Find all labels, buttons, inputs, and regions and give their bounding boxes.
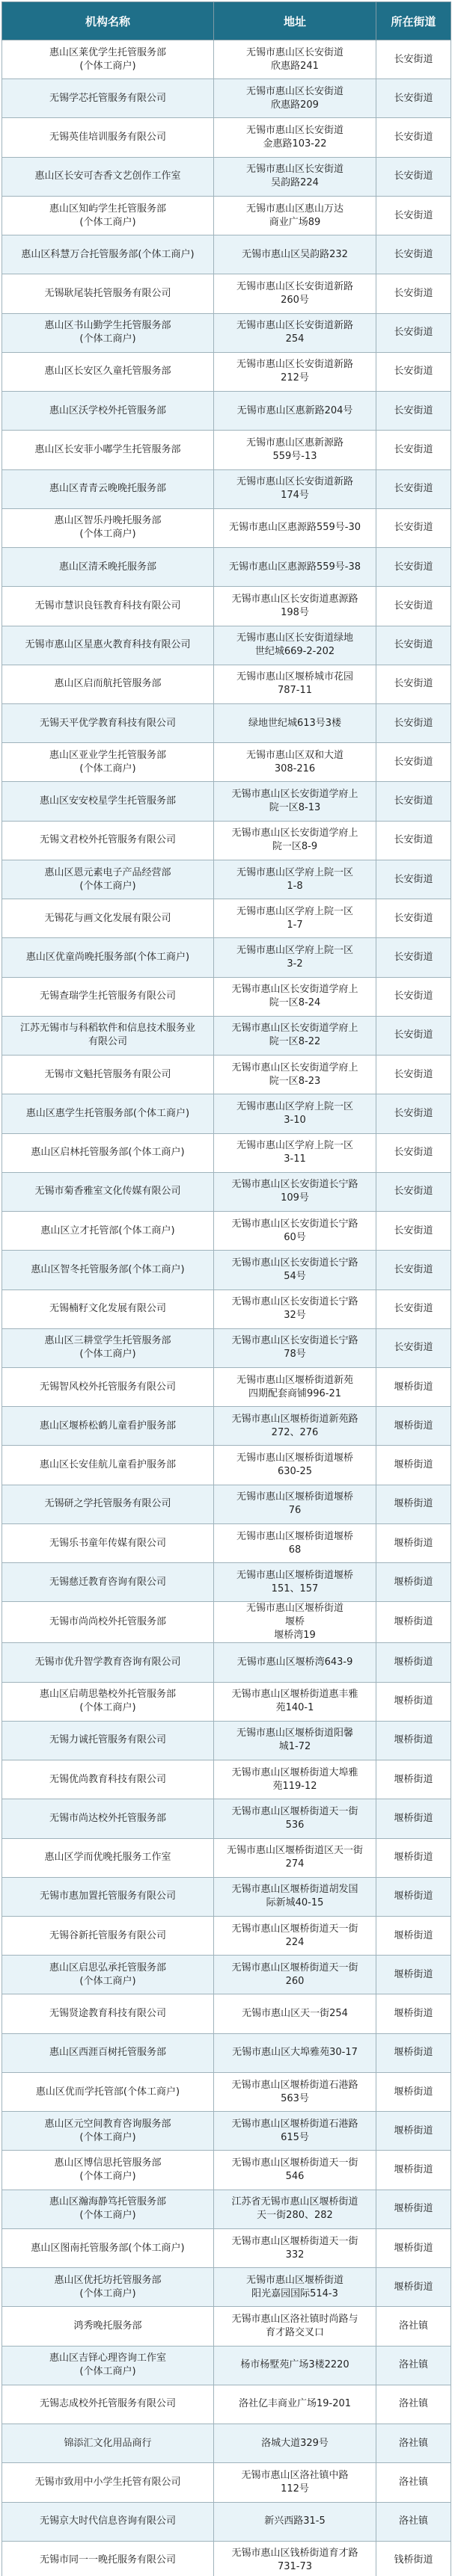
cell-name: 无锡市惠加置托管服务有限公司 (2, 1877, 214, 1916)
table-row (2, 1172, 451, 1211)
table-row (2, 2346, 451, 2385)
table-row (2, 1917, 451, 1956)
cell-street: 堰桥街道 (376, 1682, 451, 1721)
cell-name: 无锡研之学托管服务有限公司 (2, 1485, 214, 1523)
cell-street: 堰桥街道 (376, 2072, 451, 2111)
cell-street: 洛社镇 (376, 2424, 451, 2463)
cell-name: 无锡智风校外托管服务有限公司 (2, 1367, 214, 1406)
cell-street: 堰桥街道 (376, 1956, 451, 1994)
cell-name: 无锡谷新托管服务有限公司 (2, 1917, 214, 1956)
cell-address: 无锡市惠山区长安街道 吴韵路224 (214, 157, 376, 196)
cell-name: 鸿秀晚托服务部 (2, 2307, 214, 2346)
table-row (2, 1446, 451, 1485)
cell-address: 无锡市惠山区吴韵路232 (214, 235, 376, 274)
cell-street: 长安街道 (376, 469, 451, 508)
header-address: 地址 (214, 2, 376, 40)
cell-address: 无锡市惠山区堰桥街道 堰桥 堰桥湾19 (214, 1602, 376, 1643)
cell-name: 惠山区科慧万合托管服务部(个体工商户) (2, 235, 214, 274)
cell-name: 惠山区堰桥松鹤儿童看护服务部 (2, 1407, 214, 1446)
cell-street: 长安街道 (376, 313, 451, 352)
cell-street: 堰桥街道 (376, 1799, 451, 1838)
cell-name: 惠山区优童尚晚托服务部(个体工商户) (2, 938, 214, 977)
table-row (2, 157, 451, 196)
cell-name: 无锡市同一一晚托服务有限公司 (2, 2541, 214, 2576)
cell-street: 长安街道 (376, 1212, 451, 1251)
table-row (2, 977, 451, 1016)
table-row (2, 2541, 451, 2576)
table-row (2, 1523, 451, 1562)
table-row (2, 1485, 451, 1523)
cell-address: 无锡市惠山区惠新源路 559号-13 (214, 431, 376, 469)
cell-street: 堰桥街道 (376, 1877, 451, 1916)
cell-name: 惠山区长安菲小嘟学生托管服务部 (2, 431, 214, 469)
cell-address: 无锡市惠山区洛社镇时尚路与 育才路交叉口 (214, 2307, 376, 2346)
cell-name: 无锡楠籽文化发展有限公司 (2, 1289, 214, 1328)
cell-name: 无锡市菊香雅室文化传媒有限公司 (2, 1172, 214, 1211)
cell-street: 堰桥街道 (376, 1563, 451, 1602)
cell-name: 惠山区优而学托管部(个体工商户) (2, 2072, 214, 2111)
cell-address: 无锡市惠山区堰桥街道天一街 260 (214, 1956, 376, 1994)
table-row (2, 626, 451, 665)
table-row (2, 860, 451, 899)
cell-address: 无锡市惠山区长安街道 欣惠路209 (214, 79, 376, 118)
cell-name: 无锡花与画文化发展有限公司 (2, 899, 214, 938)
cell-name: 惠山区长安区久童托管服务部 (2, 352, 214, 391)
cell-name: 惠山区智乐丹晚托服务部 (个体工商户) (2, 508, 214, 547)
cell-name: 惠山区亚业学生托管服务部 (个体工商户) (2, 743, 214, 782)
cell-address: 无锡市惠山区长安街道新路 254 (214, 313, 376, 352)
cell-name: 无锡乐书童年传媒有限公司 (2, 1523, 214, 1562)
cell-address: 无锡市惠山区长安街道 金惠路103-22 (214, 118, 376, 157)
cell-address: 无锡市惠山区堰桥街道堰桥 151、157 (214, 1563, 376, 1602)
table-row (2, 2385, 451, 2424)
cell-address: 无锡市惠山区堰桥街道 阳光嘉园国际514-3 (214, 2268, 376, 2307)
cell-street: 长安街道 (376, 1016, 451, 1055)
cell-name: 惠山区元空间教育咨询服务部 (个体工商户) (2, 2112, 214, 2151)
cell-street: 长安街道 (376, 392, 451, 431)
table-row (2, 2190, 451, 2228)
table-row (2, 508, 451, 547)
cell-address: 无锡市惠山区堰桥街道区天一街 274 (214, 1838, 376, 1877)
cell-name: 无锡市优升智学教育咨询有限公司 (2, 1643, 214, 1682)
cell-address: 无锡市惠山区堰桥湾643-9 (214, 1643, 376, 1682)
cell-name: 惠山区图南托管服务部(个体工商户) (2, 2228, 214, 2267)
table-row (2, 2424, 451, 2463)
cell-address: 无锡市惠山区惠新路204号 (214, 392, 376, 431)
cell-address: 无锡市惠山区堰桥街道天一街 546 (214, 2151, 376, 2190)
cell-address: 无锡市惠山区大埠雅苑30-17 (214, 2033, 376, 2072)
table-row (2, 431, 451, 469)
cell-street: 长安街道 (376, 665, 451, 703)
cell-name: 惠山区立才托管部(个体工商户) (2, 1212, 214, 1251)
cell-address: 无锡市惠山区学府上院一区 1-8 (214, 860, 376, 899)
table-row (2, 235, 451, 274)
cell-street: 堰桥街道 (376, 1523, 451, 1562)
cell-name: 惠山区恩元素电子产品经营部 (个体工商户) (2, 860, 214, 899)
cell-street: 长安街道 (376, 508, 451, 547)
cell-street: 长安街道 (376, 1094, 451, 1133)
cell-name: 惠山区智冬托管服务部(个体工商户) (2, 1251, 214, 1289)
cell-street: 堰桥街道 (376, 2151, 451, 2190)
cell-address: 无锡市惠山区长安街道学府上 院一区8-9 (214, 821, 376, 860)
cell-name: 惠山区三耕堂学生托管服务部 (个体工商户) (2, 1328, 214, 1367)
table-row (2, 1602, 451, 1643)
cell-street: 长安街道 (376, 782, 451, 821)
table-row (2, 274, 451, 313)
cell-address: 无锡市惠山区惠山万达 商业广场89 (214, 196, 376, 235)
table-row (2, 1994, 451, 2033)
cell-address: 无锡市惠山区长安街道学府上 院一区8-22 (214, 1016, 376, 1055)
cell-street: 钱桥街道 (376, 2541, 451, 2576)
cell-name: 无锡市致用中小学生托管有限公司 (2, 2463, 214, 2502)
cell-name: 无锡贤途教育科技有限公司 (2, 1994, 214, 2033)
cell-street: 长安街道 (376, 899, 451, 938)
cell-address: 无锡市惠山区长安街道长宁路 32号 (214, 1289, 376, 1328)
cell-street: 长安街道 (376, 274, 451, 313)
cell-address: 无锡市惠山区堰桥街道天一街 536 (214, 1799, 376, 1838)
cell-name: 无锡英佳培训服务有限公司 (2, 118, 214, 157)
cell-name: 无锡志成校外托管服务有限公司 (2, 2385, 214, 2424)
cell-name: 惠山区启萌思塾校外托管服务部 (个体工商户) (2, 1682, 214, 1721)
cell-name: 无锡查瑞学生托管服务有限公司 (2, 977, 214, 1016)
table-row (2, 665, 451, 703)
table-row (2, 1799, 451, 1838)
cell-street: 堰桥街道 (376, 2190, 451, 2228)
cell-street: 长安街道 (376, 431, 451, 469)
table-row (2, 2033, 451, 2072)
cell-name: 惠山区惠学生托管服务部(个体工商户) (2, 1094, 214, 1133)
cell-address: 无锡市惠山区堰桥街道胡发国 际新城40-15 (214, 1877, 376, 1916)
cell-street: 长安街道 (376, 352, 451, 391)
table-row (2, 1328, 451, 1367)
cell-name: 惠山区书山勤学生托管服务部 (个体工商户) (2, 313, 214, 352)
table-row (2, 1251, 451, 1289)
table-row (2, 782, 451, 821)
cell-street: 长安街道 (376, 1251, 451, 1289)
cell-address: 无锡市惠山区长安街道新路 212号 (214, 352, 376, 391)
cell-address: 无锡市惠山区堰桥街道新苑路 272、276 (214, 1407, 376, 1446)
cell-street: 堰桥街道 (376, 1485, 451, 1523)
cell-address: 无锡市惠山区学府上院一区 3-11 (214, 1133, 376, 1172)
cell-name: 惠山区吉铎心理咨询工作室 (个体工商户) (2, 2346, 214, 2385)
cell-street: 长安街道 (376, 626, 451, 665)
cell-street: 长安街道 (376, 1289, 451, 1328)
header-street: 所在街道 (376, 2, 451, 40)
institution-table (1, 1, 451, 2576)
cell-street: 堰桥街道 (376, 1602, 451, 1643)
cell-address: 无锡市惠山区学府上院一区 3-10 (214, 1094, 376, 1133)
cell-address: 无锡市惠山区长安街道长宁路 54号 (214, 1251, 376, 1289)
table-row (2, 2112, 451, 2151)
cell-name: 无锡京大时代信息咨询有限公司 (2, 2502, 214, 2541)
cell-name: 无锡市尚达校外托管服务部 (2, 1799, 214, 1838)
table-row (2, 1682, 451, 1721)
cell-address: 无锡市惠山区堰桥街道堰桥 68 (214, 1523, 376, 1562)
cell-street: 长安街道 (376, 548, 451, 587)
cell-address: 无锡市惠山区惠源路559号-30 (214, 508, 376, 547)
table-row (2, 703, 451, 742)
cell-address: 无锡市惠山区钱桥街道育才路 731-73 (214, 2541, 376, 2576)
cell-street: 堰桥街道 (376, 1917, 451, 1956)
cell-street: 堰桥街道 (376, 1760, 451, 1799)
table-row (2, 313, 451, 352)
cell-address: 无锡市惠山区堰桥街道天一街 332 (214, 2228, 376, 2267)
cell-street: 长安街道 (376, 587, 451, 626)
cell-street: 长安街道 (376, 1328, 451, 1367)
cell-street: 堰桥街道 (376, 1367, 451, 1406)
cell-name: 无锡慈迁教育咨询有限公司 (2, 1563, 214, 1602)
table-row (2, 1289, 451, 1328)
table-row (2, 821, 451, 860)
cell-street: 堰桥街道 (376, 2112, 451, 2151)
cell-address: 无锡市惠山区长安街道学府上 院一区8-24 (214, 977, 376, 1016)
cell-street: 洛社镇 (376, 2346, 451, 2385)
cell-street: 长安街道 (376, 743, 451, 782)
table-row (2, 1407, 451, 1446)
cell-street: 洛社镇 (376, 2385, 451, 2424)
table-row (2, 352, 451, 391)
cell-address: 无锡市惠山区堰桥街道石港路 615号 (214, 2112, 376, 2151)
cell-street: 长安街道 (376, 79, 451, 118)
table-row (2, 392, 451, 431)
table-row (2, 1212, 451, 1251)
cell-name: 惠山区长安佳航儿童看护服务部 (2, 1446, 214, 1485)
cell-street: 堰桥街道 (376, 1721, 451, 1760)
cell-street: 长安街道 (376, 40, 451, 79)
cell-street: 长安街道 (376, 1133, 451, 1172)
cell-name: 惠山区启思弘承托管服务部 (个体工商户) (2, 1956, 214, 1994)
cell-address: 洛城大道329号 (214, 2424, 376, 2463)
cell-street: 堰桥街道 (376, 2033, 451, 2072)
cell-address: 绿地世纪城613号3楼 (214, 703, 376, 742)
table-row (2, 2228, 451, 2267)
cell-street: 堰桥街道 (376, 1407, 451, 1446)
cell-name: 惠山区沃学校外托管服务部 (2, 392, 214, 431)
cell-address: 无锡市惠山区长安街道绿地 世纪城669-2-202 (214, 626, 376, 665)
cell-name: 无锡市惠山区星惠火教育科技有限公司 (2, 626, 214, 665)
cell-address: 无锡市惠山区洛社镇中路 112号 (214, 2463, 376, 2502)
cell-street: 洛社镇 (376, 2502, 451, 2541)
table-row (2, 1056, 451, 1094)
cell-name: 江苏无锡市与科稻软件和信息技术服务业 有限公司 (2, 1016, 214, 1055)
cell-name: 锦添汇文化用品商行 (2, 2424, 214, 2463)
cell-name: 惠山区瀚海静笃托管服务部 (个体工商户) (2, 2190, 214, 2228)
cell-name: 惠山区博信思托管服务部 (个体工商户) (2, 2151, 214, 2190)
cell-address: 无锡市惠山区堰桥街道堰桥 76 (214, 1485, 376, 1523)
cell-name: 无锡文君校外托管服务有限公司 (2, 821, 214, 860)
table-row (2, 1563, 451, 1602)
cell-street: 长安街道 (376, 118, 451, 157)
table-row (2, 899, 451, 938)
cell-name: 无锡学芯托管服务有限公司 (2, 79, 214, 118)
cell-street: 堰桥街道 (376, 2268, 451, 2307)
table-header-row (2, 2, 451, 40)
cell-street: 长安街道 (376, 157, 451, 196)
table-row (2, 1721, 451, 1760)
cell-name: 无锡市尚尚校外托管服务部 (2, 1602, 214, 1643)
cell-name: 惠山区优托坊托管服务部 (个体工商户) (2, 2268, 214, 2307)
cell-address: 无锡市惠山区长安街道 欣惠路241 (214, 40, 376, 79)
table-row (2, 1877, 451, 1916)
cell-name: 惠山区知屿学生托管服务部 (个体工商户) (2, 196, 214, 235)
cell-street: 堰桥街道 (376, 1994, 451, 2033)
cell-address: 江苏省无锡市惠山区堰桥街道 天一街280、282 (214, 2190, 376, 2228)
cell-name: 惠山区莱优学生托管服务部 (个体工商户) (2, 40, 214, 79)
cell-address: 无锡市惠山区长安街道长宁路 60号 (214, 1212, 376, 1251)
table-row (2, 40, 451, 79)
table-row (2, 1643, 451, 1682)
cell-address: 无锡市惠山区长安街道新路 260号 (214, 274, 376, 313)
cell-street: 洛社镇 (376, 2307, 451, 2346)
cell-address: 洛社亿丰商业广场19-201 (214, 2385, 376, 2424)
table-row (2, 1094, 451, 1133)
cell-street: 长安街道 (376, 196, 451, 235)
cell-street: 长安街道 (376, 821, 451, 860)
table-row (2, 2268, 451, 2307)
cell-street: 洛社镇 (376, 2463, 451, 2502)
cell-address: 无锡市惠山区学府上院一区 1-7 (214, 899, 376, 938)
cell-street: 堰桥街道 (376, 2228, 451, 2267)
cell-name: 无锡天平优学教育科技有限公司 (2, 703, 214, 742)
cell-address: 无锡市惠山区堰桥街道石港路 563号 (214, 2072, 376, 2111)
table-row (2, 196, 451, 235)
cell-name: 惠山区青青云晚晚托服务部 (2, 469, 214, 508)
cell-address: 无锡市惠山区堰桥街道大埠雅 苑119-12 (214, 1760, 376, 1799)
table-body (2, 40, 451, 2576)
table-row (2, 2463, 451, 2502)
table-row (2, 2072, 451, 2111)
cell-address: 无锡市惠山区惠源路559号-38 (214, 548, 376, 587)
cell-street: 长安街道 (376, 860, 451, 899)
cell-address: 杨市杨墅苑广场3楼2220 (214, 2346, 376, 2385)
cell-address: 无锡市惠山区堰桥街道新苑 四期配套商铺996-21 (214, 1367, 376, 1406)
cell-name: 无锡市文魁托管服务有限公司 (2, 1056, 214, 1094)
cell-address: 无锡市惠山区堰桥街道阳馨 城1-72 (214, 1721, 376, 1760)
cell-name: 惠山区启林托管服务部(个体工商户) (2, 1133, 214, 1172)
cell-name: 惠山区清禾晚托服务部 (2, 548, 214, 587)
cell-name: 惠山区启而航托管服务部 (2, 665, 214, 703)
cell-name: 惠山区学而优晚托服务工作室 (2, 1838, 214, 1877)
cell-address: 无锡市惠山区堰桥街道惠丰雅 苑140-1 (214, 1682, 376, 1721)
table-row (2, 1133, 451, 1172)
table-row (2, 2502, 451, 2541)
cell-address: 新兴西路31-5 (214, 2502, 376, 2541)
cell-street: 长安街道 (376, 235, 451, 274)
cell-name: 惠山区西涯百树托管服务部 (2, 2033, 214, 2072)
table-row (2, 79, 451, 118)
cell-street: 堰桥街道 (376, 1838, 451, 1877)
table-row (2, 587, 451, 626)
cell-street: 长安街道 (376, 977, 451, 1016)
cell-street: 堰桥街道 (376, 1446, 451, 1485)
cell-name: 无锡优尚教育科技有限公司 (2, 1760, 214, 1799)
cell-street: 长安街道 (376, 1056, 451, 1094)
cell-address: 无锡市惠山区长安街道学府上 院一区8-13 (214, 782, 376, 821)
table-row (2, 1367, 451, 1406)
cell-street: 长安街道 (376, 703, 451, 742)
table-row (2, 1838, 451, 1877)
header-name: 机构名称 (2, 2, 214, 40)
cell-address: 无锡市惠山区堰桥城市花园 787-11 (214, 665, 376, 703)
table-row (2, 1016, 451, 1055)
cell-address: 无锡市惠山区长安街道新路 174号 (214, 469, 376, 508)
table-row (2, 469, 451, 508)
cell-address: 无锡市惠山区长安街道长宁路 78号 (214, 1328, 376, 1367)
table-row (2, 1956, 451, 1994)
cell-name: 惠山区安安校星学生托管服务部 (2, 782, 214, 821)
cell-address: 无锡市惠山区长安街道长宁路 109号 (214, 1172, 376, 1211)
table-row (2, 2307, 451, 2346)
cell-name: 无锡市慧识良钰教育科技有限公司 (2, 587, 214, 626)
table-row (2, 938, 451, 977)
cell-address: 无锡市惠山区长安街道学府上 院一区8-23 (214, 1056, 376, 1094)
cell-address: 无锡市惠山区堰桥街道天一街 224 (214, 1917, 376, 1956)
cell-name: 无锡耿尾装托管服务有限公司 (2, 274, 214, 313)
cell-name: 惠山区长安可杏香文艺创作工作室 (2, 157, 214, 196)
cell-street: 长安街道 (376, 1172, 451, 1211)
cell-address: 无锡市惠山区天一街254 (214, 1994, 376, 2033)
cell-address: 无锡市惠山区学府上院一区 3-2 (214, 938, 376, 977)
cell-street: 长安街道 (376, 938, 451, 977)
cell-street: 堰桥街道 (376, 1643, 451, 1682)
table-row (2, 548, 451, 587)
cell-address: 无锡市惠山区长安街道惠源路 198号 (214, 587, 376, 626)
cell-name: 无锡力诚托管服务有限公司 (2, 1721, 214, 1760)
table-row (2, 743, 451, 782)
table-row (2, 2151, 451, 2190)
cell-address: 无锡市惠山区堰桥街道堰桥 630-25 (214, 1446, 376, 1485)
cell-address: 无锡市惠山区双和大道 308-216 (214, 743, 376, 782)
table-row (2, 118, 451, 157)
table-row (2, 1760, 451, 1799)
